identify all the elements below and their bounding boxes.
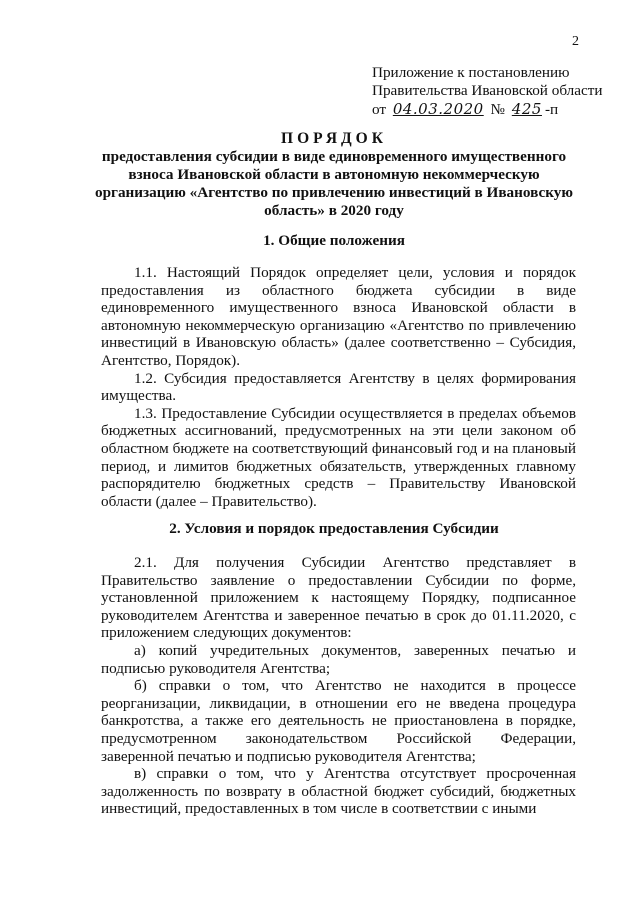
section-2-heading: 2. Условия и порядок предоставления Субсидии (169, 520, 499, 537)
appendix-line-1: Приложение к постановлению (372, 64, 570, 81)
list-item-a: а) копий учредительных документов, заверенных печатью и подписью руководителя Агентства; (101, 641, 576, 677)
document-title (90, 130, 578, 220)
handwritten-number: 425 (511, 100, 542, 118)
section-2-body (101, 554, 576, 818)
appendix-date-line (372, 100, 612, 119)
appendix-line-2: Правительства Ивановской области (372, 82, 603, 99)
handwritten-date: 04.03.2020 (392, 100, 484, 118)
paragraph-2-1: 2.1. Для получения Субсидии Агентство представляет в Правительство заявление о предоставлении Субсидии по форме, установленной приложением к настоящему Порядку, подписанное руководителем Агентства и заверенное печатью в срок до 01.11.2020, с приложением следующих документов: (101, 554, 576, 642)
number-prefix: № (490, 101, 506, 118)
appendix-header (372, 64, 612, 119)
list-item-b: б) справки о том, что Агентство не находится в процессе реорганизации, ликвидации, в отношении его не введена процедура банкротства, а также его деятельность не приостановлена в порядке, предусмотренном законодательством Российской Федерации, заверенной печатью и подписью руководителя Агентства; (101, 677, 576, 765)
section-1-body (101, 264, 576, 510)
page-number: 2 (572, 34, 579, 49)
date-prefix: от (372, 101, 387, 118)
title-subtitle: предоставления субсидии в виде единовременного имущественного взноса Ивановской области в автономную некоммерческую организацию «Агентство по привлечению инвестиций в Ивановскую область» в 2020 году (95, 148, 573, 219)
paragraph-1-3: 1.3. Предоставление Субсидии осуществляется в пределах объемов бюджетных ассигнований, предусмотренных на эти цели законом об областном бюджете на соответствующий финансовый год и на плановый период, и лимитов бюджетных обязательств, утвержденных главному распорядителю бюджетных средств – Правительству Ивановской области (далее – Правительство). (101, 404, 576, 510)
title-main: ПОРЯДОК (281, 130, 387, 147)
paragraph-1-2: 1.2. Субсидия предоставляется Агентству в целях формирования имущества. (101, 369, 576, 405)
section-1-heading: 1. Общие положения (263, 232, 405, 249)
list-item-c: в) справки о том, что у Агентства отсутствует просроченная задолженность по возврату в областной бюджет субсидий, бюджетных инвестиций, предоставленных в том числе в соответствии с иными (101, 765, 576, 818)
number-suffix: -п (544, 101, 559, 118)
paragraph-1-1: 1.1. Настоящий Порядок определяет цели, условия и порядок предоставления из областного бюджета субсидии в виде единовременного имущественного взноса Ивановской области в автономную некоммерческую организацию «Агентство по привлечению инвестиций в Ивановскую область» (далее соответственно – Субсидия, Агентство, Порядок). (101, 264, 576, 369)
